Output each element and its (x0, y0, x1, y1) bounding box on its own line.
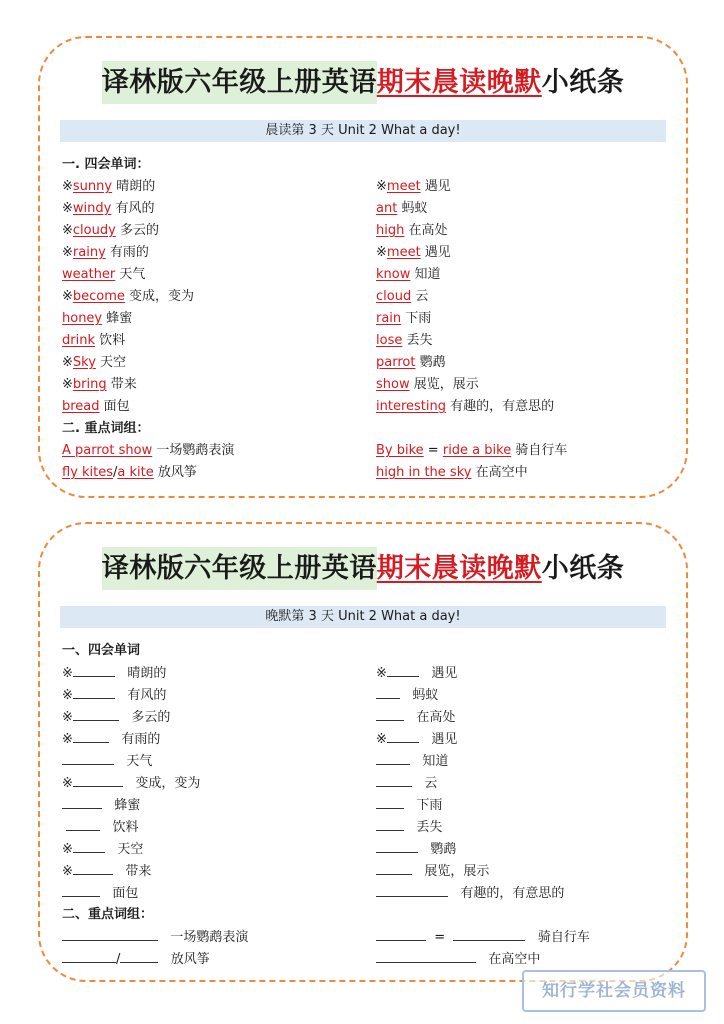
word-row: ※meet 遇见 (376, 179, 451, 194)
blank-row: ※ 带来 (62, 860, 248, 882)
answer-blank[interactable] (376, 926, 426, 941)
word-en: know (376, 267, 411, 282)
word-en: show (376, 377, 410, 392)
answer-blank[interactable] (62, 926, 158, 941)
word-en: bring (72, 377, 107, 392)
answer-blank[interactable] (453, 926, 525, 941)
blank-row: 天气 (62, 750, 248, 772)
blank-row: ※ 晴朗的 (62, 662, 248, 684)
word-row: bread 面包 (62, 399, 130, 414)
evening-dictation-card (38, 522, 688, 982)
answer-blank[interactable] (376, 794, 404, 809)
blank-row: ※ 变成，变为 (62, 772, 248, 794)
answer-blank[interactable] (376, 816, 404, 831)
answer-blank[interactable] (73, 860, 113, 875)
blank-row: 在高处 (376, 706, 590, 728)
left-column (62, 640, 248, 970)
word-row: parrot 鹦鹉 (376, 355, 446, 370)
answer-blank[interactable] (376, 684, 400, 699)
blank-row: 饮料 (62, 816, 248, 838)
blank-row: 下雨 (376, 794, 590, 816)
answer-blank[interactable] (376, 860, 412, 875)
word-row: cloud 云 (376, 289, 429, 304)
blank-row: ※ 有雨的 (62, 728, 248, 750)
answer-blank[interactable] (376, 838, 418, 853)
word-row: know 知道 (376, 267, 441, 282)
answer-blank[interactable] (376, 706, 404, 721)
word-en: meet (386, 179, 421, 194)
word-en: weather (62, 267, 116, 282)
word-row: ※Sky 天空 (62, 355, 127, 370)
title-prefix: 译林版六年级上册英语 (102, 61, 377, 104)
word-row: ※cloudy 多云的 (62, 223, 159, 238)
card-title (40, 60, 686, 99)
answer-blank[interactable] (62, 882, 100, 897)
title-suffix: 小纸条 (541, 67, 625, 98)
answer-blank[interactable] (62, 794, 102, 809)
answer-blank[interactable] (376, 750, 410, 765)
day-band: 晚默第 3 天 Unit 2 What a day! (60, 606, 666, 628)
word-row: ※rainy 有雨的 (62, 245, 149, 260)
word-en: interesting (376, 399, 446, 414)
phrase-blank-row: = 骑自行车 (376, 926, 590, 948)
answer-blank[interactable] (73, 838, 105, 853)
answer-blank[interactable] (62, 750, 114, 765)
phrase-blank-row: / 放风筝 (62, 948, 248, 970)
blank-row: 蚂蚁 (376, 684, 590, 706)
phrase-blank-row: 一场鹦鹉表演 (62, 926, 248, 948)
word-en: sunny (72, 179, 113, 194)
word-en: meet (386, 245, 421, 260)
blank-row: ※ 遇见 (376, 728, 590, 750)
word-row: ※sunny 晴朗的 (62, 179, 156, 194)
right-column (376, 662, 590, 970)
word-row: ant 蚂蚁 (376, 201, 428, 216)
phrase-row: fly kites/a kite 放风筝 (62, 465, 197, 480)
spacer (376, 418, 567, 440)
section-heading-phrases: 二、重点词组： (62, 907, 154, 922)
morning-reading-card (38, 36, 688, 498)
word-row: ※windy 有风的 (62, 201, 155, 216)
blank-row: 面包 (62, 882, 248, 904)
title-prefix: 译林版六年级上册英语 (102, 547, 377, 590)
word-row: high 在高处 (376, 223, 448, 238)
word-row: honey 蜂蜜 (62, 311, 133, 326)
blank-row: 蜂蜜 (62, 794, 248, 816)
phrase-row: A parrot show 一场鹦鹉表演 (62, 443, 235, 458)
word-en: cloud (376, 289, 412, 304)
answer-blank[interactable] (73, 728, 109, 743)
word-en: lose (376, 333, 403, 348)
answer-blank[interactable] (66, 816, 100, 831)
title-highlight: 期末晨读晚默 (376, 67, 542, 98)
left-column (62, 154, 234, 484)
word-en: cloudy (72, 223, 116, 238)
word-row: interesting 有趣的，有意思的 (376, 399, 555, 414)
blank-row: 展览，展示 (376, 860, 590, 882)
section-heading-words: 一. 四会单词： (62, 157, 150, 172)
word-row: rain 下雨 (376, 311, 432, 326)
blank-row: ※ 天空 (62, 838, 248, 860)
word-en: high (376, 223, 405, 238)
word-en: rainy (72, 245, 106, 260)
word-en: bread (62, 399, 100, 414)
title-suffix: 小纸条 (541, 553, 625, 584)
card-title (40, 546, 686, 585)
answer-blank[interactable] (387, 728, 419, 743)
word-en: windy (72, 201, 112, 216)
blank-row: 丢失 (376, 816, 590, 838)
right-column (376, 176, 567, 484)
answer-blank[interactable] (376, 882, 448, 897)
answer-blank[interactable] (376, 948, 476, 963)
answer-blank[interactable] (376, 772, 412, 787)
blank-row: 云 (376, 772, 590, 794)
answer-blank[interactable] (73, 662, 115, 677)
word-en: Sky (72, 355, 96, 370)
blank-row: ※ 有风的 (62, 684, 248, 706)
answer-blank[interactable] (120, 948, 158, 963)
word-row: lose 丢失 (376, 333, 433, 348)
section-heading-words: 一、四会单词 (62, 643, 141, 658)
phrase-row: high in the sky 在高空中 (376, 465, 528, 480)
answer-blank[interactable] (73, 706, 119, 721)
phrase-row: By bike = ride a bike 骑自行车 (376, 443, 568, 458)
word-row: ※bring 带来 (62, 377, 137, 392)
answer-blank[interactable] (62, 948, 116, 963)
blank-row: 知道 (376, 750, 590, 772)
blank-row: ※ 遇见 (376, 662, 590, 684)
word-en: rain (376, 311, 402, 326)
watermark-stamp: 知行学社会员资料 (522, 970, 706, 1012)
day-band: 晨读第 3 天 Unit 2 What a day! (60, 120, 666, 142)
word-en: parrot (376, 355, 416, 370)
word-row: show 展览，展示 (376, 377, 479, 392)
word-en: honey (62, 311, 103, 326)
word-row: weather 天气 (62, 267, 146, 282)
spacer (376, 904, 590, 926)
answer-blank[interactable] (73, 684, 115, 699)
blank-row: 鹦鹉 (376, 838, 590, 860)
word-row: ※become 变成，变为 (62, 289, 195, 304)
title-highlight: 期末晨读晚默 (376, 553, 542, 584)
answer-blank[interactable] (73, 772, 123, 787)
word-en: drink (62, 333, 95, 348)
answer-blank[interactable] (387, 662, 419, 677)
word-en: become (72, 289, 125, 304)
section-heading-phrases: 二. 重点词组： (62, 421, 150, 436)
word-row: ※meet 遇见 (376, 245, 451, 260)
blank-row: 有趣的，有意思的 (376, 882, 590, 904)
word-en: ant (376, 201, 398, 216)
phrase-blank-row: 在高空中 (376, 948, 590, 970)
blank-row: ※ 多云的 (62, 706, 248, 728)
word-row: drink 饮料 (62, 333, 126, 348)
